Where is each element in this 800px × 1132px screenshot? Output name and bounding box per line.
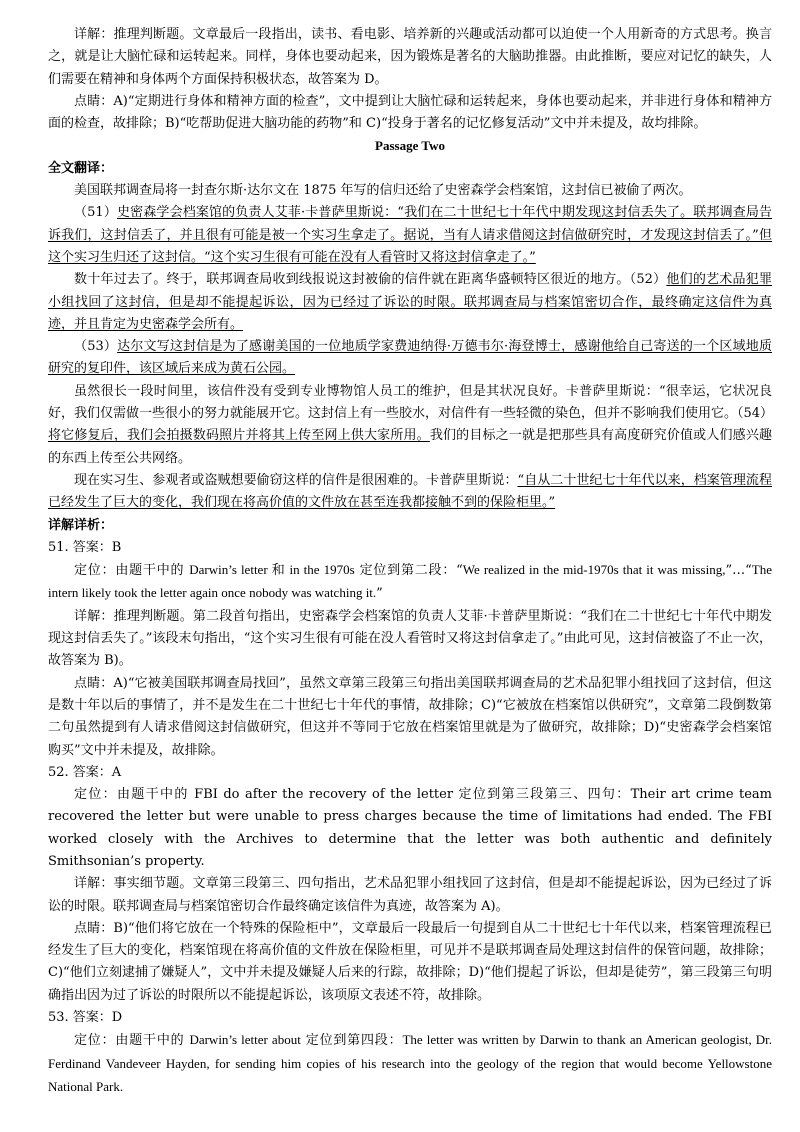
paragraph [48, 873, 772, 918]
paragraph [48, 381, 772, 470]
text-segment: 点睛：A)“它被美国联邦调查局找回”，虽然文章第三段第三句指出美国联邦调查局的艺术品犯罪小组找回了这封信，但这是数十年以后的事情了，并不是发生在二十世纪七十年代的事情，故排除；C)“它被放在档案馆以供研究”，文章第二段倒数第二句虽然提到有人请求借阅这封信做研究，但这并不等同于它放在档案馆里就是为了做研究，故排除；D)“史密森学会档案馆购买”文中并未提及，故排除。 [48, 675, 772, 758]
paragraph [48, 673, 772, 762]
text-segment: 51. 答案：B [48, 539, 122, 555]
paragraph [48, 1007, 772, 1029]
text-segment: We realized in the mid-1970s that it was missing, [462, 562, 726, 578]
underlined-text: 将它修复后，我们会拍摄数码照片并将其上传至网上供大家所用。 [48, 428, 430, 444]
paragraph [48, 762, 772, 784]
paragraph [48, 559, 772, 606]
section-heading [48, 515, 772, 537]
underlined-text: 达尔文写这封信是为了感谢美国的一位地质学家费迪纳得·万德韦尔·海登博士，感谢他给自己寄送的一个区域地质研究的复印件，该区域后来成为黄石公园。 [48, 339, 773, 377]
text-segment: 美国联邦调查局将一封查尔斯·达尔文在 1875 年写的信归还给了史密森学会档案馆，这封信已被偷了两次。 [74, 183, 692, 199]
text-segment: 详解：推理判断题。文章最后一段指出，读书、看电影、培养新的兴趣或活动都可以迫使一个人用新奇的方式思考。换言之，就是让大脑忙碌和运转起来。同样，身体也要动起来，因为锻炼是著名的大脑助推器。由此推断，要应对记忆的缺失，人们需要在精神和身体两个方面保持积极状态，故答案为 D。 [48, 27, 772, 87]
text-segment: 全文翻译： [48, 160, 114, 176]
text-segment: 详解详析： [48, 517, 114, 533]
text-segment: 定位到第四段： [300, 1033, 403, 1049]
underlined-text: “自从二十世纪七十年代以来，档案管理流程已经发生了巨大的变化，我们现在将高价值的文件放在甚至连我都接触不到的保险柜里。” [48, 472, 772, 511]
paragraph [48, 606, 772, 673]
text-segment: 定位：由题干中的 [74, 563, 190, 579]
paragraph [48, 269, 772, 336]
text-segment: The intern likely took the letter again once nobody was watching it. [48, 562, 772, 601]
section-title [48, 135, 772, 157]
text-segment: 定位：由题干中的 [74, 1033, 190, 1049]
text-segment: Darwin’s letter 和 in the 1970s [189, 562, 355, 578]
text-segment: 详解：事实细节题。文章第三段第三、四句指出，艺术品犯罪小组找回了这封信，但是却不能提起诉讼，因为已经过了诉讼的时限。联邦调查局与档案馆密切合作最终确定该信件为真迹，故答案为 A)。 [48, 876, 772, 914]
text-segment: ”…“ [725, 563, 752, 579]
paragraph [48, 202, 772, 269]
paragraph [48, 918, 772, 1007]
paragraph [48, 537, 772, 559]
text-segment: 点睛：B)“他们将它放在一个特殊的保险柜中”，文章最后一段最后一句提到自从二十世纪七十年代以来，档案管理流程已经发生了巨大的变化，档案馆现在将高价值的文件放在保险柜里，可见并不是联邦调查局处理这封信件的保管问题，故排除；C)“他们立刻逮捕了嫌疑人”，文中并未提及嫌疑人后来的行踪，故排除；D)“他们提起了诉讼，但却是徒劳”，第三段第三句明确指出因为过了诉讼的时限所以不能提起诉讼，该项原文表述不符，故排除。 [48, 920, 772, 1003]
text-segment: （51） [74, 205, 117, 221]
paragraph [48, 784, 772, 873]
text-segment: 定位：由题干中的 FBI do after the recovery of the letter 定位到第三段第三、四句：Their art crime team recovered the letter but were unable to press charges because the time of limitations had ended. The FBI worked closely with the Archives to determine that the letter was both authentic and definitely Smithsonian’s property. [48, 787, 772, 869]
text-segment: 点睛：A)“定期进行身体和精神方面的检查”，文中提到让大脑忙碌和运转起来，身体也要动起来，并非进行身体和精神方面的检查，故排除；B)“吃帮助促进大脑功能的药物”和 C)“投身于著名的记忆修复活动”文中并未提及，故均排除。 [48, 93, 772, 132]
text-segment: 虽然很长一段时间里，该信件没有受到专业博物馆人员工的维护，但是其状况良好。卡普萨里斯说：“很幸运，它状况良好，我们仅需做一些很小的努力就能展开它。这封信上有一些胶水，对信件有一些轻微的染色，但并不影响我们使用它。（54） [48, 383, 774, 422]
paragraph [48, 1029, 772, 1099]
paragraph [48, 470, 772, 515]
text-segment: 53. 答案：D [48, 1010, 123, 1026]
section-heading [48, 158, 772, 180]
text-segment: 现在实习生、参观者或盗贼想要偷窃这样的信件是很困难的。卡普萨里斯说： [74, 472, 518, 488]
text-segment: 数十年过去了。终于，联邦调查局收到线报说这封被偷的信件就在距离华盛顿特区很近的地方。（52） [74, 272, 667, 288]
text-segment: ” [376, 586, 383, 602]
text-segment: 详解：推理判断题。第二段首句指出，史密森学会档案馆的负责人艾菲·卡普萨里斯说：“我们在二十世纪七十年代中期发现这封信丢失了。”该段末句指出，“这个实习生很有可能在没人看管时又将这封信拿走了。”由此可见，这封信被盗了不止一次，故答案为 B)。 [48, 608, 772, 669]
paragraph [48, 91, 772, 136]
paragraph [48, 180, 772, 202]
text-segment: The letter was written by Darwin to thank an American geologist, Dr. Ferdinand Vandeveer Hayden, for sending him copies of his research into the geology of the region that would become Yellowstone National Park. [48, 1032, 773, 1094]
text-segment: Passage Two [375, 138, 445, 154]
paragraph [48, 24, 772, 91]
underlined-text: 史密森学会档案馆的负责人艾菲·卡普萨里斯说：“我们在二十世纪七十年代中期发现这封信丢失了。联邦调查局告诉我们，这封信丢了，并且很有可能是被一个实习生拿走了。据说，当有人请求借阅这封信做研究时，才发现这封信丢了。”但这个实习生归还了这封信。“这个实习生很有可能在没有人看管时又将这封信拿走了。” [48, 205, 773, 265]
text-segment: （53） [74, 339, 118, 355]
text-segment: Darwin’s letter about [189, 1032, 301, 1048]
underlined-text: 他们的艺术品犯罪小组找回了这封信，但是却不能提起诉讼，因为已经过了诉讼的时限。联邦调查局与档案馆密切合作，最终确定这信件为真迹，并且肯定为史密森学会所有。 [48, 272, 772, 332]
paragraph [48, 336, 772, 381]
text-segment: 我们的目标之一就是把那些具有高度研究价值或人们感兴趣的东西上传至公共网络。 [48, 428, 772, 466]
text-segment: 52. 答案：A [48, 764, 122, 780]
text-segment: 定位到第二段：“ [354, 563, 463, 579]
